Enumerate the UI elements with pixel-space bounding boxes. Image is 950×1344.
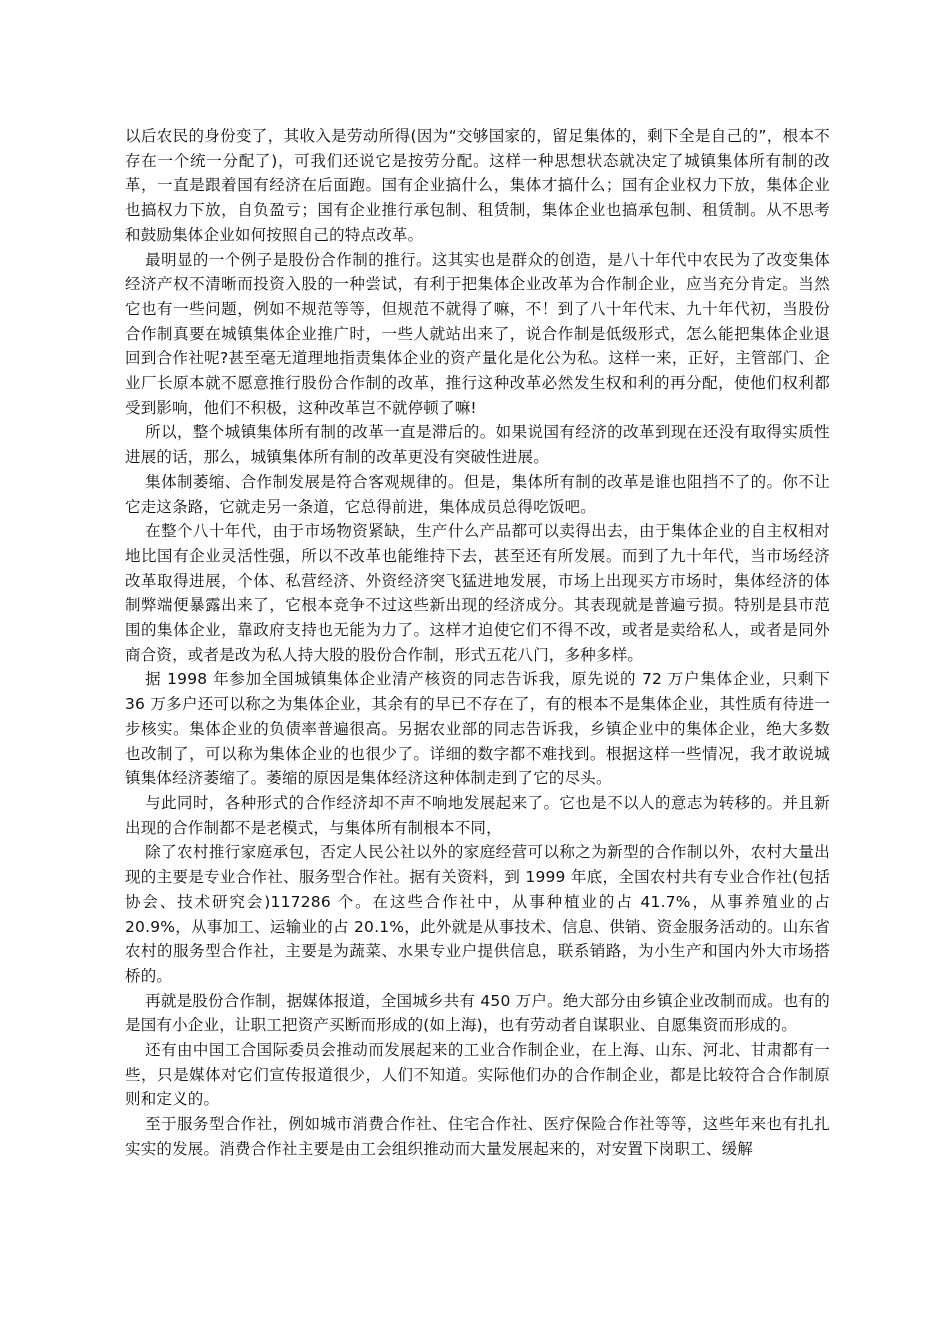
paragraph: 除了农村推行家庭承包，否定人民公社以外的家庭经营可以称之为新型的合作制以外，农村大量出现的主要是专业合作社、服务型合作社。据有关资料，到 1999 年底，全国农村共有专业合作社(包括协会、技术研究会)117286 个。在这些合作社中，从事种植业的占 41.7%，从事养殖业的占 20.9%，从事加工、运输业的占 20.1%，此外就是从事技术、信息、供销、资金服务活动的。山东省农村的服务型合作社，主要是为蔬菜、水果专业户提供信息，联系销路，为小生产和国内外大市场搭桥的。: [125, 843, 830, 985]
paragraph: 再就是股份合作制，据媒体报道，全国城乡共有 450 万户。绝大部分由乡镇企业改制而成。也有的是国有小企业，让职工把资产买断而形成的(如上海)，也有劳动者自谋职业、自愿集资而形成的。: [125, 991, 830, 1035]
paragraph: 在整个八十年代，由于市场物资紧缺，生产什么产品都可以卖得出去，由于集体企业的自主权相对地比国有企业灵活性强，所以不改革也能维持下去，甚至还有所发展。而到了九十年代，当市场经济改革取得进展，个体、私营经济、外资经济突飞猛进地发展，市场上出现买方市场时，集体经济的体制弊端便暴露出来了，它根本竞争不过这些新出现的经济成分。其表现就是普遍亏损。特别是县市范围的集体企业，靠政府支持也无能为力了。这样才迫使它们不得不改，或者是卖给私人，或者是同外商合资，或者是改为私人持大股的股份合作制，形式五花八门，多种多样。: [125, 522, 830, 664]
document-page: [125, 124, 830, 1162]
paragraph: 与此同时，各种形式的合作经济却不声不响地发展起来了。它也是不以人的意志为转移的。并且新出现的合作制都不是老模式，与集体所有制根本不同，: [125, 793, 830, 837]
paragraph: 以后农民的身份变了，其收入是劳动所得(因为“交够国家的，留足集体的，剩下全是自己的”，根本不存在一个统一分配了)，可我们还说它是按劳分配。这样一种思想状态就决定了城镇集体所有制的改革，一直是跟着国有经济在后面跑。国有企业搞什么，集体才搞什么；国有企业权力下放，集体企业也搞权力下放，自负盈亏；国有企业推行承包制、租赁制，集体企业也搞承包制、租赁制。从不思考和鼓励集体企业如何按照自己的特点改革。: [125, 127, 830, 244]
paragraph: 还有由中国工合国际委员会推动而发展起来的工业合作制企业，在上海、山东、河北、甘肃都有一些，只是媒体对它们宣传报道很少，人们不知道。实际他们办的合作制企业，都是比较符合合作制原则和定义的。: [125, 1041, 830, 1109]
paragraph: 所以，整个城镇集体所有制的改革一直是滞后的。如果说国有经济的改革到现在还没有取得实质性进展的话，那么，城镇集体所有制的改革更没有突破性进展。: [125, 423, 830, 467]
paragraph: 集体制萎缩、合作制发展是符合客观规律的。但是，集体所有制的改革是谁也阻挡不了的。你不让它走这条路，它就走另一条道，它总得前进，集体成员总得吃饭吧。: [125, 472, 830, 516]
paragraph: 最明显的一个例子是股份合作制的推行。这其实也是群众的创造，是八十年代中农民为了改变集体经济产权不清晰而投资入股的一种尝试，有利于把集体企业改革为合作制企业，应当充分肯定。当然它也有一些问题，例如不规范等等，但规范不就得了嘛，不！到了八十年代末、九十年代初，当股份合作制真要在城镇集体企业推广时，一些人就站出来了，说合作制是低级形式，怎么能把集体企业退回到合作社呢?甚至毫无道理地指责集体企业的资产量化是化公为私。这样一来，正好，主管部门、企业厂长原本就不愿意推行股份合作制的改革，推行这种改革必然发生权和利的再分配，使他们权利都受到影响，他们不积极，这种改革岂不就停顿了嘛!: [125, 250, 830, 417]
paragraph: 据 1998 年参加全国城镇集体企业清产核资的同志告诉我，原先说的 72 万户集体企业，只剩下 36 万多户还可以称之为集体企业，其余有的早已不存在了，有的根本不是集体企业，其性质有待进一步核实。集体企业的负债率普遍很高。另据农业部的同志告诉我，乡镇企业中的集体企业，绝大多数也改制了，可以称为集体企业的也很少了。详细的数字都不难找到。根据这样一些情况，我才敢说城镇集体经济萎缩了。萎缩的原因是集体经济这种体制走到了它的尽头。: [125, 670, 830, 788]
paragraph: 至于服务型合作社，例如城市消费合作社、住宅合作社、医疗保险合作社等等，这些年来也有扎扎实实的发展。消费合作社主要是由工会组织推动而大量发展起来的，对安置下岗职工、缓解: [125, 1115, 830, 1158]
